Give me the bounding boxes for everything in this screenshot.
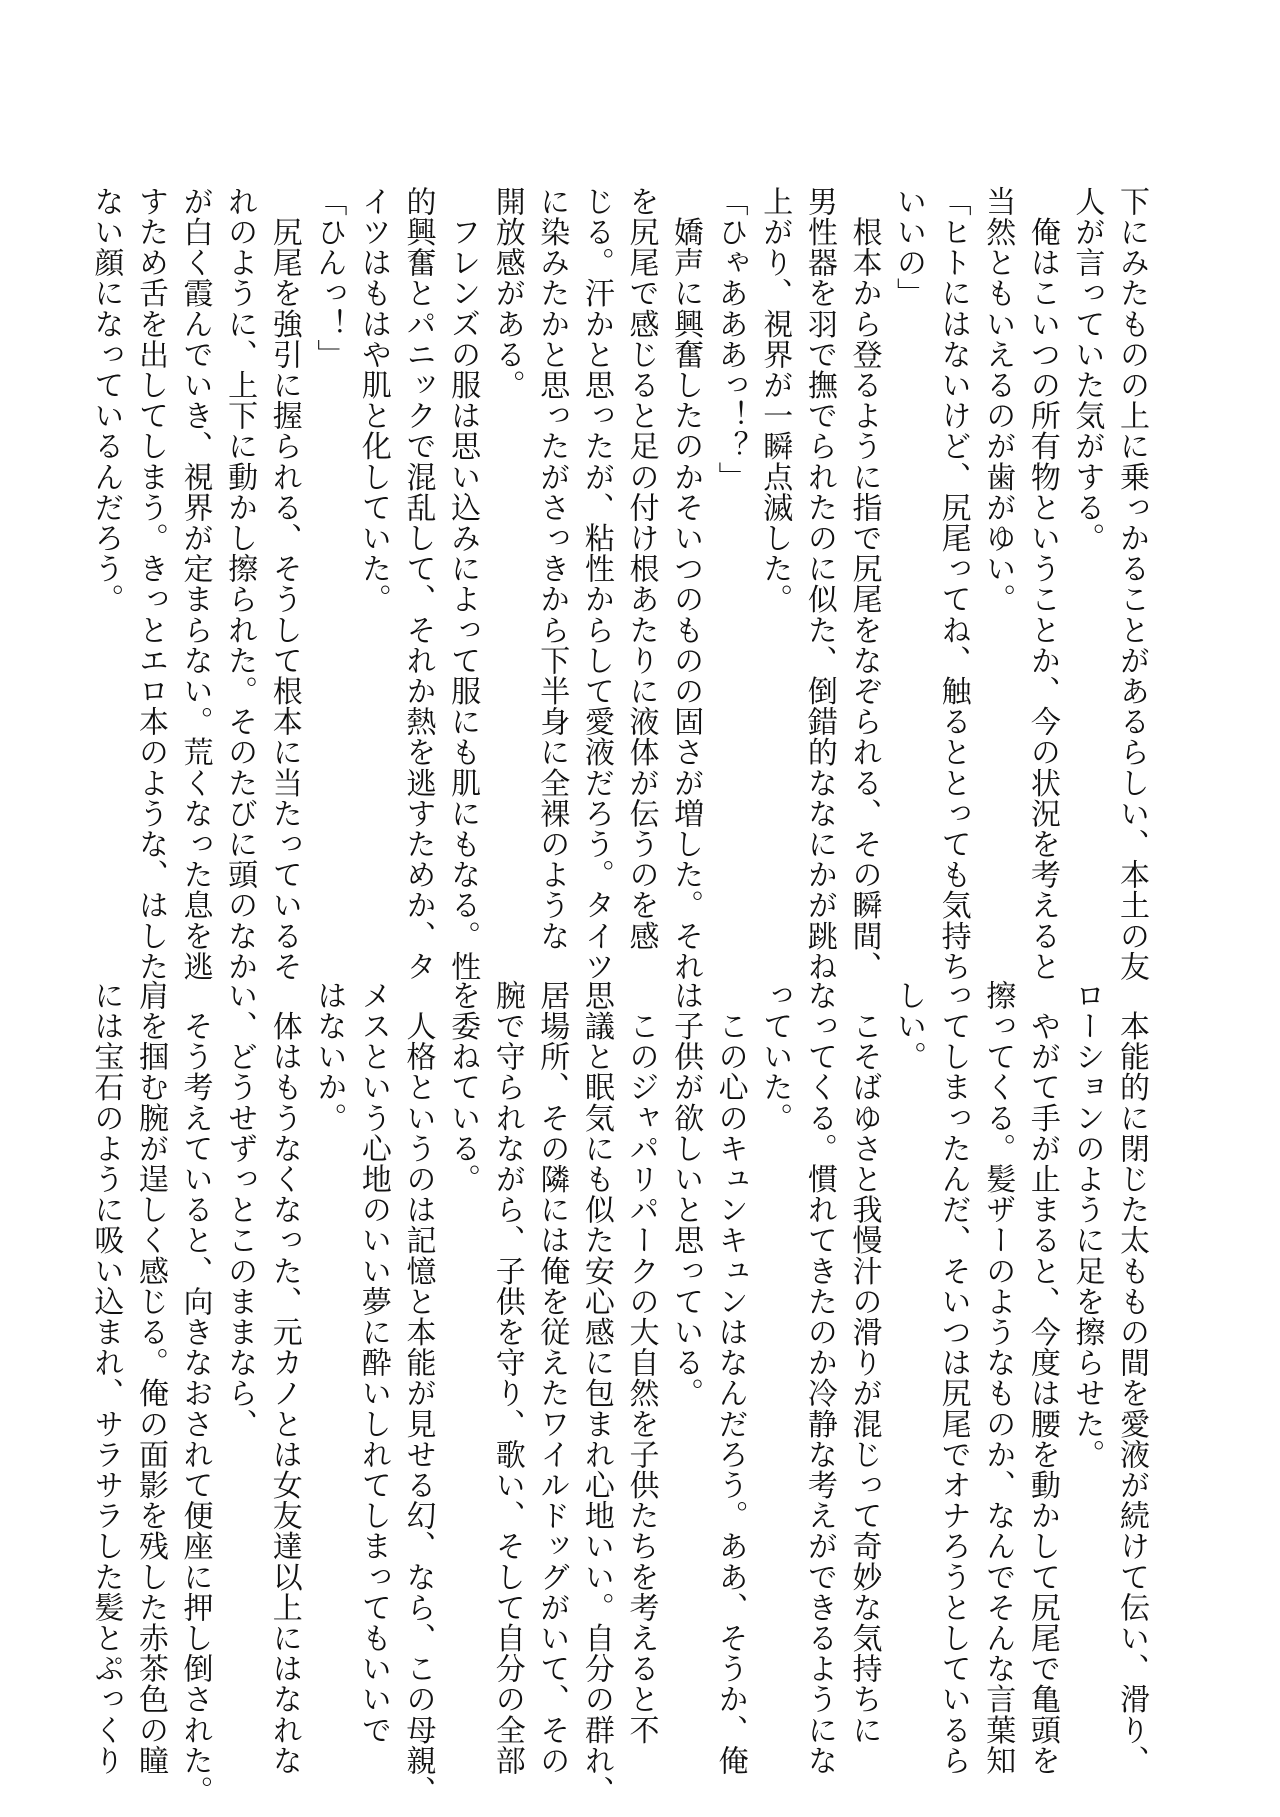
top-line: 当然ともいえるのが歯がゆい。 — [980, 186, 1016, 615]
bottom-line: はないか。 — [311, 980, 347, 1133]
bottom-line: そう考えていると、向きなおされて便座に押し倒された。 — [177, 980, 213, 1807]
top-line: 俺はこいつの所有物ということか、今の状況を考えると — [1024, 186, 1060, 982]
bottom-line: 肩を掴む腕が逞しく感じる。俺の面影を残した赤茶色の瞳 — [132, 980, 168, 1776]
bottom-line: には宝石のように吸い込まれ、サラサラした髪とぷっくり — [88, 980, 124, 1776]
bottom-line: 体はもうなくなった、元カノとは女友達以上にはなれな — [266, 980, 302, 1776]
top-line: れのように、上下に動かし擦られた。そのたびに頭のなか — [222, 186, 258, 982]
top-line: いいの」 — [891, 186, 927, 309]
bottom-line: 腕で守られながら、子供を守り、歌い、そして自分の全部 — [489, 980, 525, 1776]
top-line: 下にみたものの上に乗っかることがあるらしい、本土の友 — [1114, 186, 1149, 982]
bottom-line: ローションのように足を擦らせた。 — [1069, 980, 1105, 1470]
bottom-line: い、どうせずっとこのままなら、 — [222, 980, 258, 1439]
bottom-line: 居場所、その隣には俺を従えたワイルドッグがいて、その — [534, 980, 570, 1776]
top-line: 男性器を羽で撫でられたのに似た、倒錯的ななにかが跳ね — [801, 186, 837, 982]
bottom-line: この心のキュンキュンはなんだろう。ああ、そうか、俺 — [712, 980, 748, 1776]
bottom-line: こそばゆさと我慢汁の滑りが混じって奇妙な気持ちに — [846, 980, 882, 1745]
bottom-line: やがて手が止まると、今度は腰を動かして尻尾で亀頭を — [1024, 980, 1060, 1776]
bottom-line: しい。 — [891, 980, 927, 1072]
top-line: が白く霞んでいき、視界が定まらない。荒くなった息を逃 — [177, 186, 213, 982]
bottom-line: 本能的に閉じた太ももの間を愛液が続けて伝い、滑り、 — [1114, 980, 1149, 1776]
top-line: 根本から登るように指で尻尾をなぞられる、その瞬間、 — [846, 186, 882, 982]
top-line: 開放感がある。 — [489, 186, 525, 401]
top-line: 上がり、視界が一瞬点滅した。 — [757, 186, 793, 615]
top-line: に染みたかと思ったがさっきから下半身に全裸のような — [534, 186, 570, 951]
bottom-line: を委ねている。 — [445, 980, 481, 1195]
bottom-line: は子供が欲しいと思っている。 — [668, 980, 704, 1409]
top-line: 人が言っていた気がする。 — [1069, 186, 1105, 554]
top-line: 「ひゃあああっ！？」 — [712, 186, 748, 492]
top-line: を尻尾で感じると足の付け根あたりに液体が伝うのを感 — [623, 186, 659, 951]
top-line: 「ヒトにはないけど、尻尾ってね、触るととっても気持ち — [935, 186, 971, 982]
bottom-line: 思議と眠気にも似た安心感に包まれ心地いい。自分の群れ、 — [578, 980, 614, 1807]
bottom-line: ってしまったんだ、そいつは尻尾でオナろうとしているら — [935, 980, 971, 1776]
top-line: 「ひんっ！」 — [311, 186, 347, 370]
bottom-line: っていた。 — [757, 980, 793, 1133]
top-line: 尻尾を強引に握られる、そうして根本に当たっているそ — [266, 186, 302, 982]
bottom-line: このジャパリパークの大自然を子供たちを考えると不 — [623, 980, 659, 1745]
top-line: フレンズの服は思い込みによって服にも肌にもなる。性 — [445, 186, 481, 982]
top-line: 的興奮とパニックで混乱して、それか熱を逃すためか、タ — [400, 186, 436, 982]
top-line: イツはもはや肌と化していた。 — [355, 186, 391, 615]
text-column-bottom — [83, 980, 1153, 1807]
bottom-line: 人格というのは記憶と本能が見せる幻、なら、この母親、 — [400, 980, 436, 1807]
text-column-top — [83, 186, 1153, 982]
top-line: すため舌を出してしまう。きっとエロ本のような、はした — [132, 186, 168, 982]
bottom-line: 擦ってくる。髪ザーのようなものか、なんでそんな言葉知 — [980, 980, 1016, 1776]
bottom-line: メスという心地のいい夢に酔いしれてしまってもいいで — [355, 980, 391, 1745]
top-line: 嬌声に興奮したのかそいつのものの固さが増した。それ — [668, 186, 704, 982]
top-line: じる。汗かと思ったが、粘性からして愛液だろう。タイツ — [578, 186, 614, 982]
top-line: ない顔になっているんだろう。 — [88, 186, 124, 615]
bottom-line: なってくる。慣れてきたのか冷静な考えができるようにな — [801, 980, 837, 1776]
